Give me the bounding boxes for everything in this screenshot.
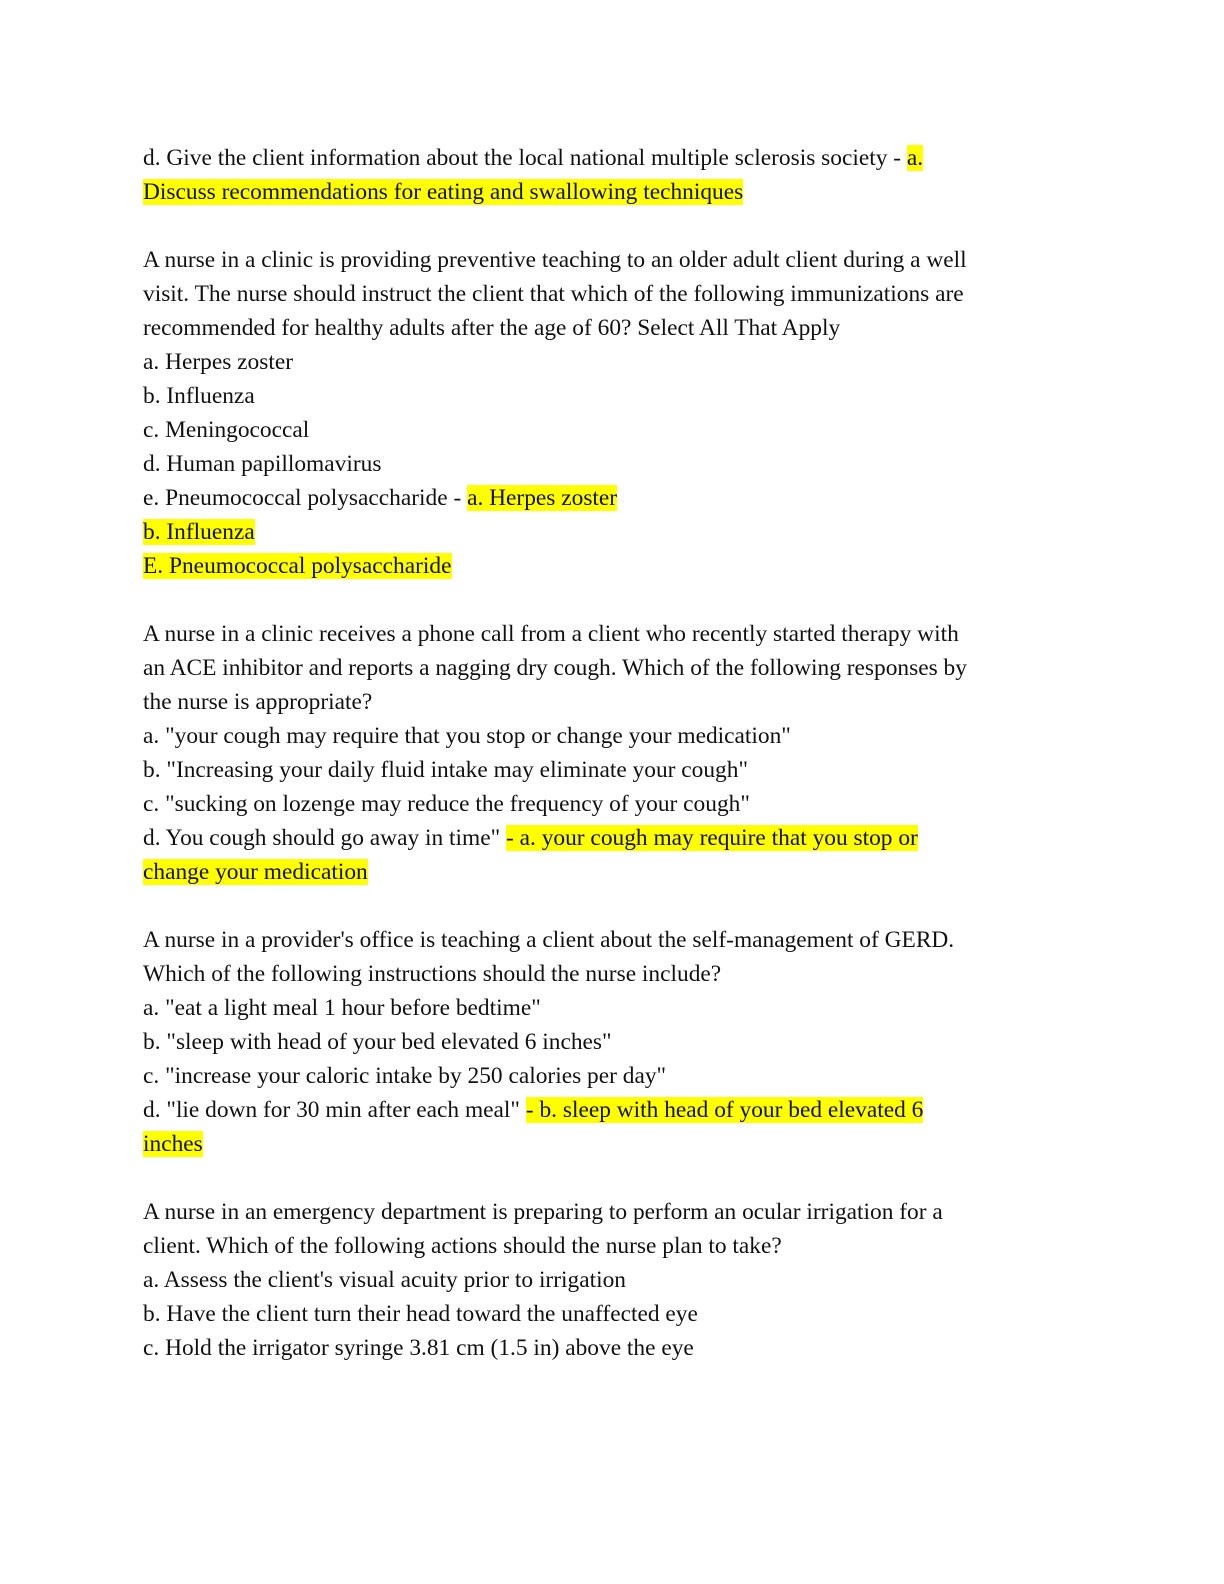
option-line: c. "sucking on lozenge may reduce the frequency of your cough"	[143, 791, 750, 817]
highlighted-answer: a.	[906, 145, 924, 171]
option-line: d. You cough should go away in time" - a. your cough may require that you stop or	[143, 825, 918, 851]
option-line: b. "sleep with head of your bed elevated 6 inches"	[143, 1029, 612, 1055]
option-line: c. Hold the irrigator syringe 3.81 cm (1.5 in) above the eye	[143, 1335, 694, 1361]
option-line: c. Meningococcal	[143, 417, 310, 443]
question-block	[143, 923, 1063, 1161]
question-text: visit. The nurse should instruct the client that which of the following immunizations are	[143, 281, 964, 307]
text-line: d. Give the client information about the local national multiple sclerosis society - a.	[143, 145, 924, 171]
highlighted-answer: inches	[143, 1131, 203, 1157]
option-line: a. Assess the client's visual acuity prior to irrigation	[143, 1267, 626, 1293]
question-text: Which of the following instructions should the nurse include?	[143, 961, 722, 987]
question-text: A nurse in a provider's office is teaching a client about the self-management of GERD.	[143, 927, 955, 953]
question-block	[143, 1195, 1063, 1365]
question-text: A nurse in a clinic receives a phone call from a client who recently started therapy with	[143, 621, 959, 647]
option-line: a. "your cough may require that you stop or change your medication"	[143, 723, 791, 749]
question-text: client. Which of the following actions should the nurse plan to take?	[143, 1233, 782, 1259]
question-block	[143, 617, 1063, 889]
question-text: the nurse is appropriate?	[143, 689, 373, 715]
option-line: d. "lie down for 30 min after each meal" - b. sleep with head of your bed elevated 6	[143, 1097, 924, 1123]
text-line	[143, 855, 1063, 889]
question-text: A nurse in a clinic is providing preventive teaching to an older adult client during a well	[143, 247, 967, 273]
text-line	[143, 175, 1063, 209]
option-line: c. "increase your caloric intake by 250 calories per day"	[143, 1063, 667, 1089]
option-line: b. Influenza	[143, 383, 255, 409]
text-line	[143, 1127, 1063, 1161]
highlighted-answer: change your medication	[143, 859, 368, 885]
highlighted-answer: - a. your cough may require that you stop or	[506, 825, 918, 851]
option-line: a. "eat a light meal 1 hour before bedtime"	[143, 995, 541, 1021]
text-line	[143, 549, 1063, 583]
highlighted-answer: - b. sleep with head of your bed elevated 6	[525, 1097, 924, 1123]
highlighted-answer: b. Influenza	[143, 519, 255, 545]
question-text: an ACE inhibitor and reports a nagging dry cough. Which of the following responses by	[143, 655, 967, 681]
option-line: e. Pneumococcal polysaccharide - a. Herpes zoster	[143, 485, 618, 511]
question-block	[143, 243, 1063, 583]
option-line: b. Have the client turn their head toward the unaffected eye	[143, 1301, 698, 1327]
option-line: a. Herpes zoster	[143, 349, 294, 375]
document-page	[143, 141, 1063, 1365]
text-line	[143, 515, 1063, 549]
highlighted-answer: E. Pneumococcal polysaccharide	[143, 553, 452, 579]
highlighted-answer: Discuss recommendations for eating and swallowing techniques	[143, 179, 744, 205]
highlighted-answer: a. Herpes zoster	[467, 485, 618, 511]
question-text: A nurse in an emergency department is preparing to perform an ocular irrigation for a	[143, 1199, 943, 1225]
option-line: b. "Increasing your daily fluid intake may eliminate your cough"	[143, 757, 748, 783]
question-text: recommended for healthy adults after the age of 60? Select All That Apply	[143, 315, 841, 341]
option-line: d. Human papillomavirus	[143, 451, 382, 477]
question-block	[143, 141, 1063, 209]
